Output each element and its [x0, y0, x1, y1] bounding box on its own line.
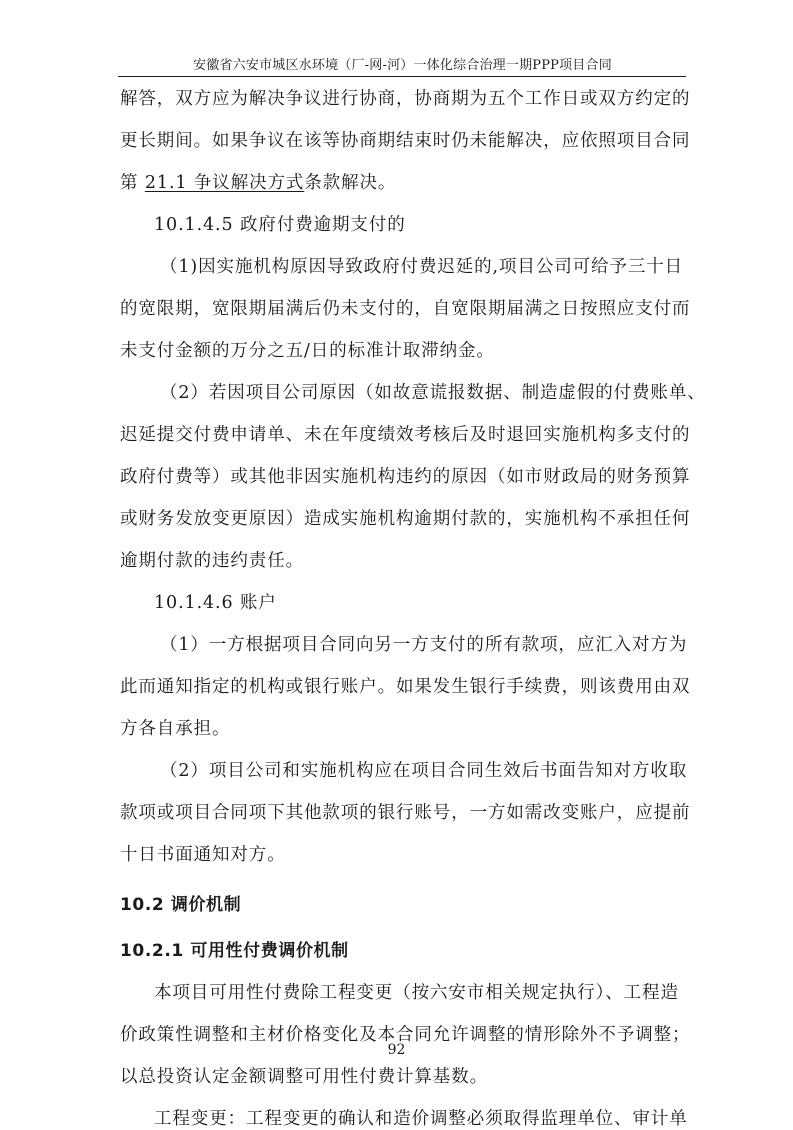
paragraph-line: 价政策性调整和主材价格变化及本合同允许调整的情形除外不予调整；	[120, 1025, 691, 1045]
paragraph-line: 十日书面通知对方。	[120, 845, 286, 865]
paragraph-line: 迟延提交付费申请单、未在年度绩效考核后及时退回实施机构多支付的	[120, 425, 691, 445]
paragraph-line: 以总投资认定金额调整可用性付费计算基数。	[120, 1067, 488, 1087]
paragraph-line: 款项或项目合同项下其他款项的银行账号，一方如需改变账户，应提前	[120, 803, 691, 823]
header-divider	[118, 76, 686, 77]
paragraph-line: （1)因实施机构原因导致政府付费迟延的,项目公司可给予三十日	[160, 257, 684, 277]
paragraph-line	[120, 172, 396, 194]
paragraph-line: 更长期间。如果争议在该等协商期结束时仍未能解决，应依照项目合同	[120, 131, 691, 151]
paragraph-line: 解答，双方应为解决争议进行协商，协商期为五个工作日或双方约定的	[120, 89, 691, 109]
subsection-title: 10.1.4.6 账户	[154, 593, 277, 613]
line-suffix: 条款解决。	[304, 173, 397, 193]
paragraph-line: 的宽限期，宽限期届满后仍未支付的，自宽限期届满之日按照应支付而	[120, 299, 691, 319]
line-prefix: 第	[120, 173, 145, 193]
paragraph-line: 逾期付款的违约责任。	[120, 551, 304, 571]
paragraph-line: （1）一方根据项目合同向另一方支付的所有款项，应汇入对方为	[160, 635, 688, 655]
paragraph-line: 工程变更：工程变更的确认和造价调整必须取得监理单位、审计单	[154, 1109, 688, 1129]
paragraph-line: 此而通知指定的机构或银行账户。如果发生银行手续费，则该费用由双	[120, 677, 691, 697]
paragraph-line: （2）若因项目公司原因（如故意谎报数据、制造虚假的付费账单、	[160, 383, 706, 403]
running-header: 安徽省六安市城区水环境（厂-网-河）一体化综合治理一期PPP项目合同	[193, 58, 612, 73]
paragraph-line: 未支付金额的万分之五/日的标准计取滞纳金。	[120, 341, 495, 361]
paragraph-line: （2）项目公司和实施机构应在项目合同生效后书面告知对方收取	[160, 761, 688, 781]
subsection-title: 10.1.4.5 政府付费逾期支付的	[154, 215, 406, 235]
clause-reference: 21.1 争议解决方式	[144, 173, 305, 193]
paragraph-line: 政府付费等）或其他非因实施机构违约的原因（如市财政局的财务预算	[120, 467, 691, 487]
paragraph-line: 本项目可用性付费除工程变更（按六安市相关规定执行）、工程造	[154, 983, 679, 1003]
section-heading: 10.2 调价机制	[120, 895, 242, 915]
subsection-heading: 10.2.1 可用性付费调价机制	[120, 941, 349, 961]
paragraph-line: 或财务发放变更原因）造成实施机构逾期付款的，实施机构不承担任何	[120, 509, 691, 529]
paragraph-line: 方各自承担。	[120, 719, 231, 739]
page-number: 92	[387, 1042, 406, 1058]
